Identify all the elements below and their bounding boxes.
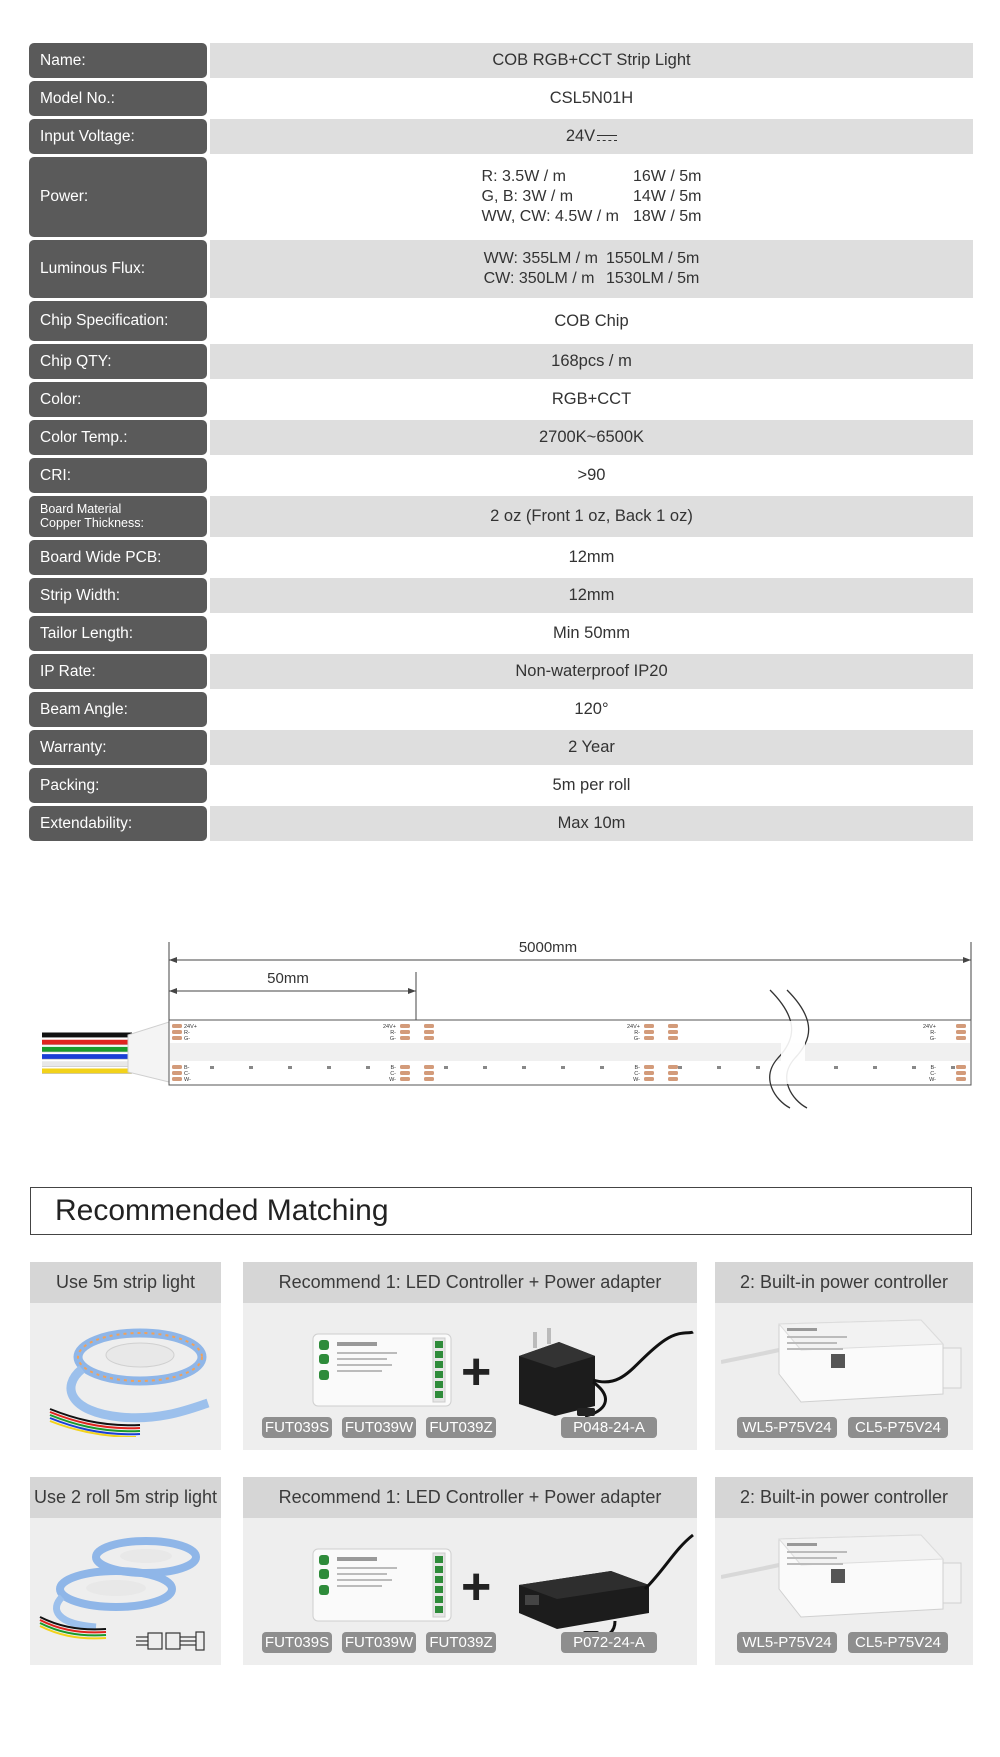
option2-panel	[715, 1477, 973, 1665]
power-line: G, B: 3W / m	[481, 188, 574, 205]
spec-value: >90	[210, 458, 973, 493]
spec-label: Input Voltage:	[29, 119, 207, 154]
spec-value: Min 50mm	[210, 616, 973, 651]
power-adapter-image	[515, 1320, 695, 1420]
panel-title: Recommend 1: LED Controller + Power adapter	[243, 1477, 697, 1518]
pad-label: G-	[929, 1036, 936, 1042]
spec-row-pcb	[29, 540, 973, 575]
solder-pad	[172, 1071, 182, 1075]
spec-row-power	[29, 157, 973, 237]
spec-label: Warranty:	[29, 730, 207, 765]
spec-row-cri	[29, 458, 973, 493]
spec-row-board-material	[29, 496, 973, 537]
power-line: 14W / 5m	[633, 188, 702, 205]
spec-label: Strip Width:	[29, 578, 207, 613]
builtin-tag: CL5-P75V24	[848, 1417, 948, 1438]
solder-pad	[400, 1065, 410, 1069]
strip-panel	[30, 1477, 221, 1665]
solder-pad	[172, 1077, 182, 1081]
solder-pad	[172, 1030, 182, 1034]
builtin-tag: WL5-P75V24	[737, 1632, 837, 1653]
spec-row-flux	[29, 240, 973, 298]
strip-panel	[30, 1262, 221, 1450]
solder-pad	[668, 1036, 678, 1040]
controller-tag: FUT039S	[262, 1632, 332, 1653]
pad-label: R-	[930, 1030, 936, 1036]
led-controller-image	[311, 1330, 453, 1410]
solder-pad	[400, 1077, 410, 1081]
solder-pad	[644, 1024, 654, 1028]
strip-resistor	[288, 1066, 292, 1069]
strip-resistor	[210, 1066, 214, 1069]
spec-label: Color Temp.:	[29, 420, 207, 455]
spec-label: Name:	[29, 43, 207, 78]
spec-row-tailor	[29, 616, 973, 651]
panel-title: Use 2 roll 5m strip light	[30, 1477, 221, 1518]
spec-row-chip-qty	[29, 344, 973, 379]
controller-tag: FUT039W	[342, 1632, 416, 1653]
solder-pad	[668, 1071, 678, 1075]
pad-label: R-	[390, 1030, 396, 1036]
solder-pad	[956, 1024, 966, 1028]
solder-pad	[956, 1036, 966, 1040]
panel-title: 2: Built-in power controller	[715, 1477, 973, 1518]
controller-tag: FUT039S	[262, 1417, 332, 1438]
spec-value: 5m per roll	[210, 768, 973, 803]
pad-label: W-	[633, 1077, 640, 1083]
pad-label: G-	[633, 1036, 640, 1042]
pad-label: W-	[184, 1077, 191, 1083]
flux-line: 1550LM / 5m	[606, 250, 700, 267]
option1-panel	[243, 1262, 697, 1450]
solder-pad	[956, 1077, 966, 1081]
solder-pad	[668, 1024, 678, 1028]
spec-label	[29, 496, 207, 537]
spec-row-ip	[29, 654, 973, 689]
solder-pad	[424, 1036, 434, 1040]
pad-label: 24V+	[627, 1024, 640, 1030]
power-line: R: 3.5W / m	[481, 168, 566, 185]
option2-panel	[715, 1262, 973, 1450]
strip-resistor	[522, 1066, 526, 1069]
wire-connector	[128, 1022, 169, 1082]
adapter-tag: P072-24-A	[561, 1632, 657, 1653]
spec-row-name	[29, 43, 973, 78]
strip-roll-image	[40, 1317, 212, 1437]
pad-label: B-	[930, 1065, 936, 1071]
adapter-tag: P048-24-A	[561, 1417, 657, 1438]
spec-row-chip-spec	[29, 301, 973, 341]
strip-dimension-diagram	[0, 930, 1000, 1120]
power-line: WW, CW: 4.5W / m	[481, 208, 619, 225]
plus-icon: +	[461, 1343, 492, 1401]
strip-resistor	[912, 1066, 916, 1069]
pad-label: B-	[184, 1065, 190, 1071]
solder-pad	[400, 1036, 410, 1040]
spec-value	[210, 240, 973, 298]
spec-label: Color:	[29, 382, 207, 417]
spec-label: Tailor Length:	[29, 616, 207, 651]
spec-value	[210, 157, 973, 237]
panel-title: 2: Built-in power controller	[715, 1262, 973, 1303]
spec-value: Max 10m	[210, 806, 973, 841]
solder-pad	[424, 1077, 434, 1081]
strip-resistor	[327, 1066, 331, 1069]
pad-label: 24V+	[383, 1024, 396, 1030]
spec-value: RGB+CCT	[210, 382, 973, 417]
pad-label: C-	[634, 1071, 640, 1077]
total-length-label: 5000mm	[518, 939, 578, 956]
spec-value: 2700K~6500K	[210, 420, 973, 455]
spec-value: 120°	[210, 692, 973, 727]
connector-icon	[136, 1632, 204, 1650]
pad-label: R-	[184, 1030, 190, 1036]
spec-value: COB RGB+CCT Strip Light	[210, 43, 973, 78]
spec-row-color-temp	[29, 420, 973, 455]
label-line: Board Material	[40, 502, 122, 517]
pad-label: G-	[389, 1036, 396, 1042]
dc-symbol-icon	[597, 133, 617, 143]
spec-label: Board Wide PCB:	[29, 540, 207, 575]
led-controller-image	[311, 1545, 453, 1625]
spec-label: Model No.:	[29, 81, 207, 116]
spec-value: 2 oz (Front 1 oz, Back 1 oz)	[210, 496, 973, 537]
solder-pad	[172, 1024, 182, 1028]
spec-row-voltage	[29, 119, 973, 154]
two-strip-rolls-image	[36, 1529, 216, 1659]
plus-icon: +	[461, 1558, 492, 1616]
solder-pad	[172, 1065, 182, 1069]
spec-row-extendability	[29, 806, 973, 841]
solder-pad	[956, 1071, 966, 1075]
solder-pad	[424, 1024, 434, 1028]
flux-line: 1530LM / 5m	[606, 270, 700, 287]
cob-light-band	[170, 1043, 970, 1061]
strip-resistor	[444, 1066, 448, 1069]
spec-row-strip-width	[29, 578, 973, 613]
strip-resistor	[678, 1066, 682, 1069]
spec-row-beam	[29, 692, 973, 727]
spec-label: Luminous Flux:	[29, 240, 207, 298]
solder-pad	[644, 1030, 654, 1034]
strip-resistor	[561, 1066, 565, 1069]
spec-value: 2 Year	[210, 730, 973, 765]
spec-value: CSL5N01H	[210, 81, 973, 116]
spec-label: IP Rate:	[29, 654, 207, 689]
recommended-heading: Recommended Matching	[30, 1187, 972, 1235]
strip-resistor	[951, 1066, 955, 1069]
solder-pad	[644, 1036, 654, 1040]
solder-pad	[424, 1030, 434, 1034]
strip-resistor	[717, 1066, 721, 1069]
solder-pad	[644, 1065, 654, 1069]
spec-value: Non-waterproof IP20	[210, 654, 973, 689]
pad-label: W-	[389, 1077, 396, 1083]
panel-title: Use 5m strip light	[30, 1262, 221, 1303]
controller-tag: FUT039W	[342, 1417, 416, 1438]
cut-length-label: 50mm	[267, 970, 309, 987]
solder-pad	[668, 1030, 678, 1034]
spec-label: Beam Angle:	[29, 692, 207, 727]
desktop-power-adapter-image	[515, 1529, 695, 1639]
power-line: 18W / 5m	[633, 208, 702, 225]
solder-pad	[668, 1077, 678, 1081]
strip-resistor	[600, 1066, 604, 1069]
builtin-controller-image	[721, 1529, 969, 1624]
spec-label: Power:	[29, 157, 207, 237]
pad-label: C-	[184, 1071, 190, 1077]
spec-label: Packing:	[29, 768, 207, 803]
solder-pad	[424, 1071, 434, 1075]
controller-tag: FUT039Z	[426, 1417, 496, 1438]
builtin-controller-image	[721, 1314, 969, 1409]
voltage-value: 24V	[565, 127, 596, 145]
pad-label: G-	[184, 1036, 191, 1042]
solder-pad	[956, 1030, 966, 1034]
solder-pad	[400, 1024, 410, 1028]
builtin-tag: WL5-P75V24	[737, 1417, 837, 1438]
spec-row-model	[29, 81, 973, 116]
power-line: 16W / 5m	[633, 168, 702, 185]
pad-label: B-	[634, 1065, 640, 1071]
spec-row-packing	[29, 768, 973, 803]
pad-label: R-	[634, 1030, 640, 1036]
spec-value: 12mm	[210, 578, 973, 613]
spec-value	[210, 119, 973, 154]
spec-label: Chip Specification:	[29, 301, 207, 341]
strip-resistor	[834, 1066, 838, 1069]
strip-resistor	[249, 1066, 253, 1069]
pad-label: B-	[390, 1065, 396, 1071]
solder-pad	[644, 1071, 654, 1075]
spec-value: 12mm	[210, 540, 973, 575]
solder-pad	[424, 1065, 434, 1069]
pad-label: W-	[929, 1077, 936, 1083]
spec-table	[29, 43, 973, 844]
pad-label: C-	[390, 1071, 396, 1077]
label-line: Copper Thickness:	[40, 515, 144, 530]
flux-line: WW: 355LM / m	[483, 250, 598, 267]
option1-panel	[243, 1477, 697, 1665]
spec-label: Extendability:	[29, 806, 207, 841]
strip-resistor	[756, 1066, 760, 1069]
spec-label: Chip QTY:	[29, 344, 207, 379]
strip-resistor	[873, 1066, 877, 1069]
pad-label: 24V+	[184, 1024, 197, 1030]
solder-pad	[956, 1065, 966, 1069]
spec-label: CRI:	[29, 458, 207, 493]
solder-pad	[400, 1030, 410, 1034]
panel-title: Recommend 1: LED Controller + Power adapter	[243, 1262, 697, 1303]
pad-label: C-	[930, 1071, 936, 1077]
solder-pad	[668, 1065, 678, 1069]
solder-pad	[172, 1036, 182, 1040]
spec-value: COB Chip	[210, 301, 973, 341]
spec-row-warranty	[29, 730, 973, 765]
strip-resistor	[366, 1066, 370, 1069]
flux-line: CW: 350LM / m	[483, 270, 595, 287]
solder-pad	[644, 1077, 654, 1081]
spec-value: 168pcs / m	[210, 344, 973, 379]
spec-row-color	[29, 382, 973, 417]
strip-resistor	[483, 1066, 487, 1069]
pad-label: 24V+	[923, 1024, 936, 1030]
builtin-tag: CL5-P75V24	[848, 1632, 948, 1653]
controller-tag: FUT039Z	[426, 1632, 496, 1653]
solder-pad	[400, 1071, 410, 1075]
wire-bundle	[42, 1035, 132, 1074]
